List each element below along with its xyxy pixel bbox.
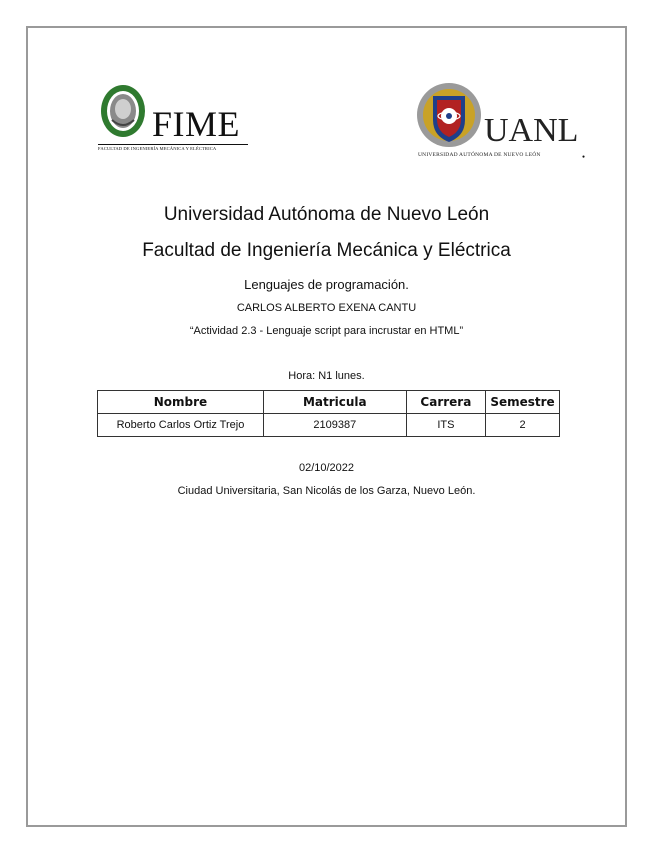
uanl-wordmark: UANL (484, 112, 579, 149)
uanl-seal-icon (416, 82, 482, 148)
place: Ciudad Universitaria, San Nicolás de los Garza, Nuevo León. (177, 485, 476, 497)
header-nombre: Nombre (98, 391, 264, 414)
header-carrera: Carrera (406, 391, 485, 414)
date: 02/10/2022 (298, 462, 355, 474)
fime-seal-icon (100, 84, 146, 138)
table-header-row (98, 391, 560, 414)
cell-semestre: 2 (486, 414, 560, 437)
student-table (97, 390, 560, 437)
fime-logo (96, 80, 256, 160)
table-row (98, 414, 560, 437)
fime-caption: FACULTAD DE INGENIERÍA MECÁNICA Y ELÉCTRICA (98, 144, 248, 151)
activity-title: “Actividad 2.3 - Lenguaje script para incrustar en HTML” (189, 325, 464, 337)
cell-nombre: Roberto Carlos Ortiz Trejo (98, 414, 264, 437)
university-title: Universidad Autónoma de Nuevo León (163, 204, 490, 225)
fime-wordmark: FIME (152, 104, 241, 144)
uanl-logo (414, 80, 594, 170)
uanl-caption: UNIVERSIDAD AUTÓNOMA DE NUEVO LEÓN (418, 152, 541, 158)
cell-matricula: 2109387 (263, 414, 406, 437)
cell-carrera: ITS (406, 414, 485, 437)
professor-name: CARLOS ALBERTO EXENA CANTU (236, 302, 417, 314)
course-name: Lenguajes de programación. (244, 277, 409, 292)
registered-mark-icon: ● (582, 154, 586, 160)
header-matricula: Matricula (263, 391, 406, 414)
faculty-title: Facultad de Ingeniería Mecánica y Eléctrica (142, 240, 511, 261)
header-semestre: Semestre (486, 391, 560, 414)
schedule: Hora: N1 lunes. (288, 370, 365, 382)
